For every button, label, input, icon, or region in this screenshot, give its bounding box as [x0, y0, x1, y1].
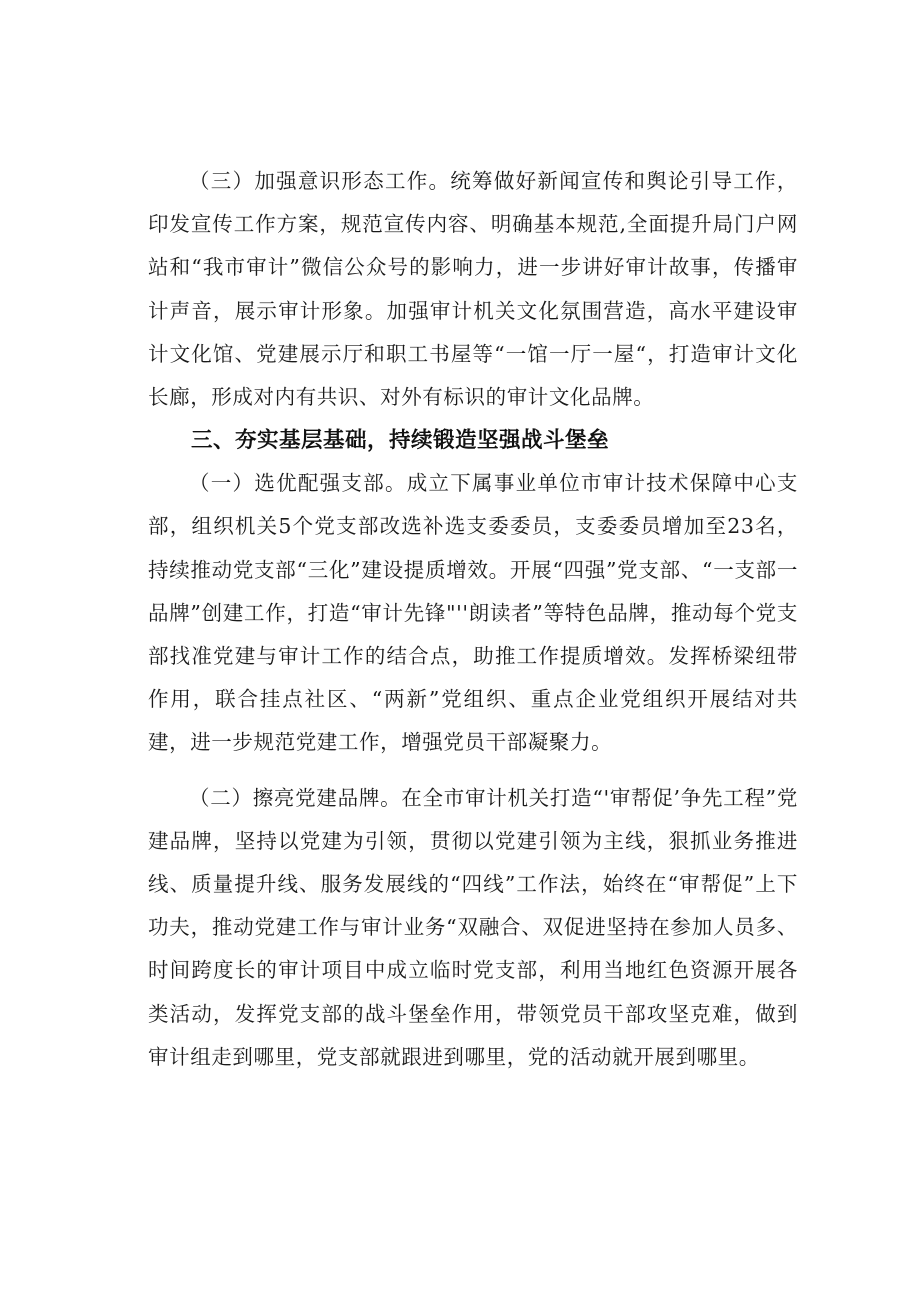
paragraph-party-brand: （二）擦亮党建品牌。在全市审计机关打造“'审帮促’争先工程”党建品牌，坚持以党建为引领，贯彻以党建引领为主线，狠抓业务推进线、质量提升线、服务发展线的“四线”工作法，始终在“审帮促”上下功夫，推动党建工作与审计业务“双融合、双促进坚持在参加人员多、时间跨度长的审计项目中成立临时党支部，利用当地红色资源开展各类活动，发挥党支部的战斗堡垒作用，带领党员干部攻坚克难，做到审计组走到哪里，党支部就跟进到哪里，党的活动就开展到哪里。	[148, 785, 798, 1069]
section-heading-three: 三、夯实基层基础，持续锻造坚强战斗堡垒	[191, 428, 610, 454]
paragraph-branch-building: （一）选优配强支部。成立下属事业单位市审计技术保障中心支部，组织机关5个党支部改选补选支委委员，支委委员增加至23名，持续推动党支部“三化”建设提质增效。开展“四强”党支部、“一支部一品牌”创建工作，打造“审计先锋"''朗读者”等特色品牌，推动每个党支部找准党建与审计工作的结合点，助推工作提质增效。发挥桥梁纽带作用，联合挂点社区、“两新”党组织、重点企业党组织开展结对共建，进一步规范党建工作，增强党员干部凝聚力。	[148, 471, 798, 755]
document-body	[148, 160, 798, 1079]
paragraph-ideology-work: （三）加强意识形态工作。统筹做好新闻宣传和舆论引导工作，印发宣传工作方案，规范宣传内容、明确基本规范,全面提升局门户网站和“我市审计”微信公众号的影响力，进一步讲好审计故事，传播审计声音，展示审计形象。加强审计机关文化氛围营造，高水平建设审计文化馆、党建展示厅和职工书屋等“一馆一厅一屋“，打造审计文化长廊，形成对内有共识、对外有标识的审计文化品牌。	[148, 169, 798, 410]
